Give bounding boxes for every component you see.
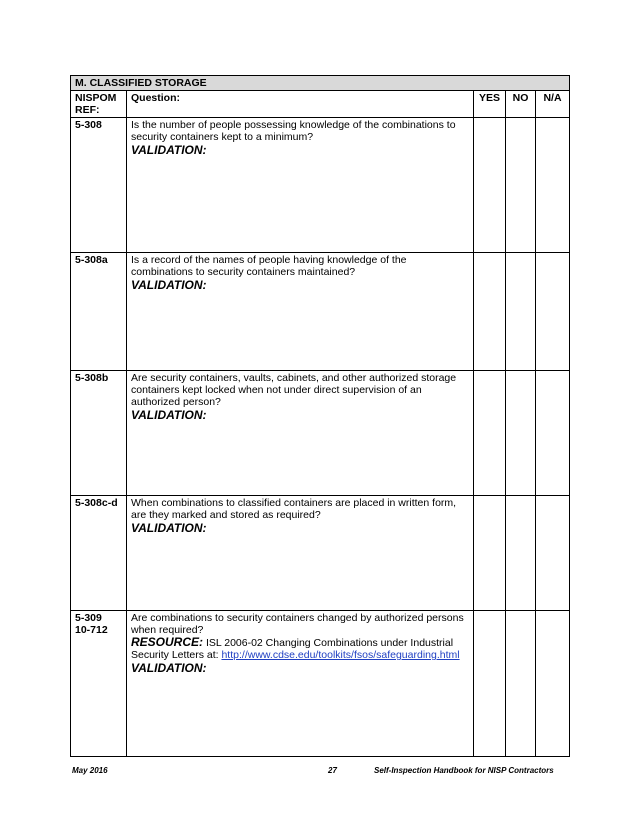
table-row bbox=[71, 611, 570, 757]
validation-label: VALIDATION: bbox=[131, 143, 207, 157]
validation-label: VALIDATION: bbox=[131, 661, 207, 675]
question-text: Is the number of people possessing knowledge of the combinations to security containers kept to a minimum? bbox=[131, 119, 456, 143]
classified-storage-checklist bbox=[70, 75, 570, 757]
na-answer-cell[interactable] bbox=[536, 496, 570, 611]
footer-page-number: 27 bbox=[328, 766, 337, 775]
section-title: M. CLASSIFIED STORAGE bbox=[71, 76, 570, 91]
na-answer-cell[interactable] bbox=[536, 371, 570, 496]
question-text: Are security containers, vaults, cabinets, and other authorized storage containers kept locked when not under direct supervision of an authorized person? bbox=[131, 372, 457, 408]
no-answer-cell[interactable] bbox=[506, 371, 536, 496]
yes-answer-cell[interactable] bbox=[474, 496, 506, 611]
column-header-row bbox=[71, 91, 570, 118]
table-row bbox=[71, 371, 570, 496]
question-cell bbox=[127, 611, 474, 757]
validation-label: VALIDATION: bbox=[131, 408, 207, 422]
no-answer-cell[interactable] bbox=[506, 253, 536, 371]
question-cell bbox=[127, 371, 474, 496]
no-answer-cell[interactable] bbox=[506, 118, 536, 253]
yes-answer-cell[interactable] bbox=[474, 371, 506, 496]
na-answer-cell[interactable] bbox=[536, 118, 570, 253]
no-answer-cell[interactable] bbox=[506, 496, 536, 611]
question-cell bbox=[127, 118, 474, 253]
footer-date: May 2016 bbox=[72, 766, 108, 775]
resource-block bbox=[131, 636, 469, 661]
section-header-row bbox=[71, 76, 570, 91]
na-header: N/A bbox=[536, 91, 570, 118]
ref-cell bbox=[71, 611, 127, 757]
validation-label: VALIDATION: bbox=[131, 521, 207, 535]
nispom-ref-header: NISPOM REF: bbox=[71, 91, 127, 118]
resource-text: ISL 2006-02 Changing Combinations under Industrial Security Letters at: bbox=[131, 637, 454, 661]
no-answer-cell[interactable] bbox=[506, 611, 536, 757]
ref-line-2: 10-712 bbox=[75, 624, 108, 636]
safeguarding-link[interactable]: http://www.cdse.edu/toolkits/fsos/safeguarding.html bbox=[221, 649, 460, 661]
resource-label: RESOURCE: bbox=[131, 635, 204, 649]
ref-cell: 5-308c-d bbox=[71, 496, 127, 611]
question-cell bbox=[127, 253, 474, 371]
yes-answer-cell[interactable] bbox=[474, 253, 506, 371]
question-text: When combinations to classified containers are placed in written form, are they marked and stored as required? bbox=[131, 497, 457, 521]
no-header: NO bbox=[506, 91, 536, 118]
table-row bbox=[71, 253, 570, 371]
question-header: Question: bbox=[127, 91, 474, 118]
yes-answer-cell[interactable] bbox=[474, 611, 506, 757]
ref-cell: 5-308 bbox=[71, 118, 127, 253]
footer-document-title: Self-Inspection Handbook for NISP Contractors bbox=[374, 766, 554, 775]
ref-cell: 5-308b bbox=[71, 371, 127, 496]
validation-label: VALIDATION: bbox=[131, 278, 207, 292]
table-row bbox=[71, 118, 570, 253]
yes-answer-cell[interactable] bbox=[474, 118, 506, 253]
question-cell bbox=[127, 496, 474, 611]
ref-line-1: 5-309 bbox=[75, 612, 102, 624]
table-row bbox=[71, 496, 570, 611]
question-text: Are combinations to security containers changed by authorized persons when required? bbox=[131, 612, 464, 636]
ref-cell: 5-308a bbox=[71, 253, 127, 371]
yes-header: YES bbox=[474, 91, 506, 118]
na-answer-cell[interactable] bbox=[536, 611, 570, 757]
question-text: Is a record of the names of people having knowledge of the combinations to security containers maintained? bbox=[131, 254, 407, 278]
na-answer-cell[interactable] bbox=[536, 253, 570, 371]
